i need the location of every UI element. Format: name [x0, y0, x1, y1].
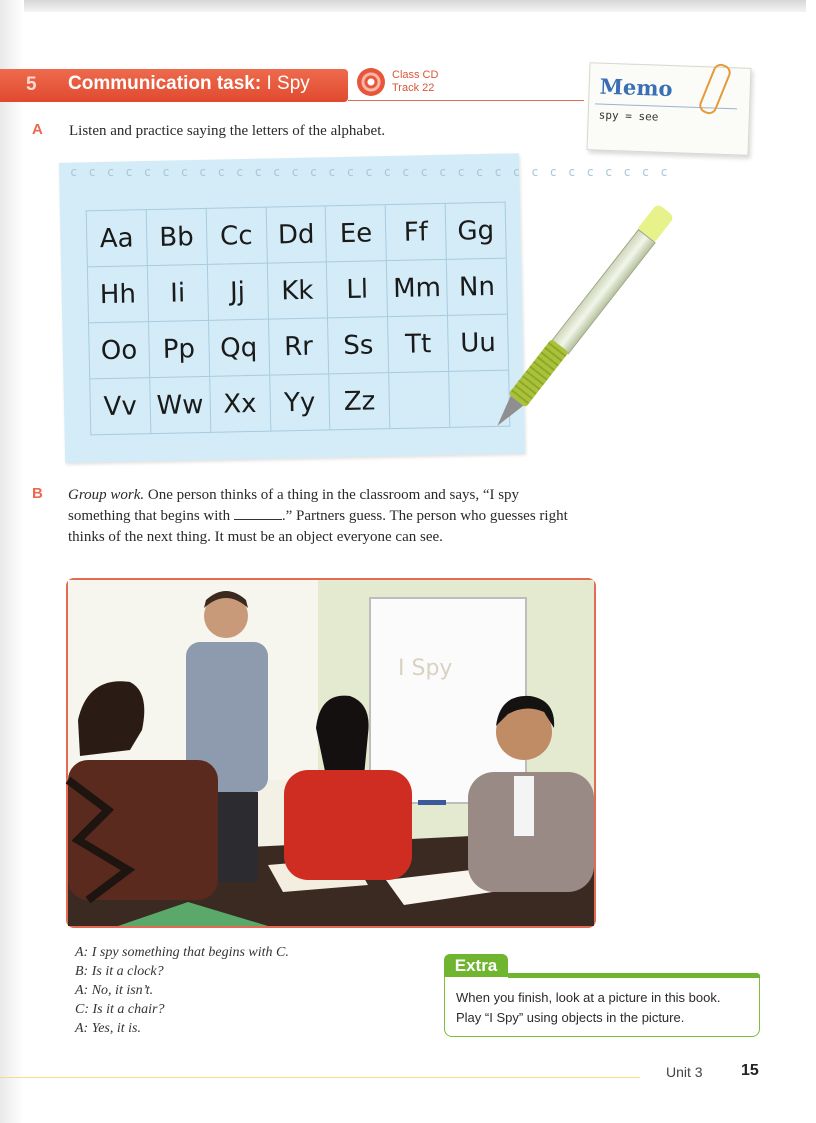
alphabet-letter: Ii — [147, 264, 208, 321]
cd-line1: Class CD — [392, 69, 439, 81]
alphabet-row — [86, 202, 506, 267]
cd-icon — [357, 68, 385, 96]
fill-blank — [234, 507, 282, 520]
alphabet-letter: Hh — [87, 266, 148, 323]
dialogue-line: B: Is it a clock? — [75, 964, 164, 979]
alphabet-letter: Ss — [328, 317, 389, 374]
alphabet-letter: Pp — [148, 320, 209, 377]
alphabet-grid — [86, 202, 511, 436]
alphabet-letter: Oo — [89, 322, 150, 379]
page-number: 15 — [741, 1062, 759, 1079]
section-title-main: Communication task: — [68, 73, 262, 94]
dialogue-line: A: I spy something that begins with C. — [75, 945, 289, 960]
alphabet-letter: Vv — [90, 378, 151, 435]
classroom-scene — [68, 580, 594, 926]
alphabet-letter: Jj — [207, 263, 268, 320]
whiteboard-text: I Spy — [398, 656, 453, 681]
alphabet-row — [87, 258, 507, 323]
memo-title: Memo — [599, 73, 673, 102]
part-b-line1: Group work. One person thinks of a thing in the classroom and says, “I spy — [68, 487, 520, 503]
alphabet-letter: Kk — [267, 262, 328, 319]
dialogue-line: A: No, it isn’t. — [75, 983, 154, 998]
extra-text — [456, 988, 720, 1028]
alphabet-letter: Nn — [446, 258, 507, 315]
alphabet-letter: Rr — [268, 318, 329, 375]
alphabet-row — [89, 314, 509, 379]
part-a-instruction: Listen and practice saying the letters of the alphabet. — [69, 123, 386, 139]
section-title-spy: I Spy — [266, 73, 310, 94]
cd-line2: Track 22 — [392, 82, 435, 94]
section-title — [68, 73, 310, 95]
alphabet-letter: Zz — [329, 373, 390, 430]
sample-dialogue — [75, 943, 289, 1038]
footer-rule — [0, 1077, 640, 1078]
top-strip — [0, 0, 806, 12]
alphabet-letter: Aa — [86, 210, 147, 267]
notebook-rings: c c c c c c c c c c c c c c c c c c c c c c c c c c c c c c c c c — [70, 165, 670, 179]
alphabet-letter: Ww — [150, 376, 211, 433]
part-a-label: A — [32, 121, 43, 138]
alphabet-row — [90, 370, 510, 435]
extra-title: Extra — [444, 954, 508, 977]
alphabet-letter — [389, 371, 450, 428]
alphabet-letter: Ll — [327, 261, 388, 318]
alphabet-letter: Tt — [388, 315, 449, 372]
alphabet-letter: Xx — [209, 375, 270, 432]
page-shadow — [0, 0, 24, 1123]
dialogue-line: A: Yes, it is. — [75, 1021, 141, 1036]
classroom-photo — [66, 578, 596, 928]
part-b-paragraph — [68, 485, 658, 548]
unit-label: Unit 3 — [666, 1064, 703, 1080]
section-underline — [348, 100, 584, 101]
extra-line2: Play “I Spy” using objects in the picture. — [456, 1010, 685, 1025]
part-b-label: B — [32, 485, 43, 502]
part-b-lead: Group work. — [68, 487, 145, 503]
dialogue-line: C: Is it a chair? — [75, 1002, 165, 1017]
alphabet-letter: Bb — [146, 208, 207, 265]
alphabet-letter: Ee — [326, 205, 387, 262]
alphabet-letter: Uu — [448, 314, 509, 371]
alphabet-letter: Gg — [445, 202, 506, 259]
alphabet-letter: Ff — [385, 203, 446, 260]
alphabet-letter: Cc — [206, 207, 267, 264]
alphabet-letter: Dd — [266, 206, 327, 263]
extra-header-bar — [508, 973, 760, 978]
pen-barrel — [551, 229, 656, 354]
alphabet-letter: Yy — [269, 374, 330, 431]
extra-line1: When you finish, look at a picture in this book. — [456, 990, 721, 1005]
part-b-line2: something that begins with .” Partners guess. The person who guesses right — [68, 508, 568, 524]
cd-track-label — [392, 69, 438, 95]
alphabet-letter: Qq — [208, 319, 269, 376]
section-number: 5 — [26, 74, 37, 95]
part-b-line3: thinks of the next thing. It must be an object everyone can see. — [68, 529, 443, 545]
alphabet-letter: Mm — [387, 259, 448, 316]
memo-text: spy = see — [598, 108, 659, 124]
